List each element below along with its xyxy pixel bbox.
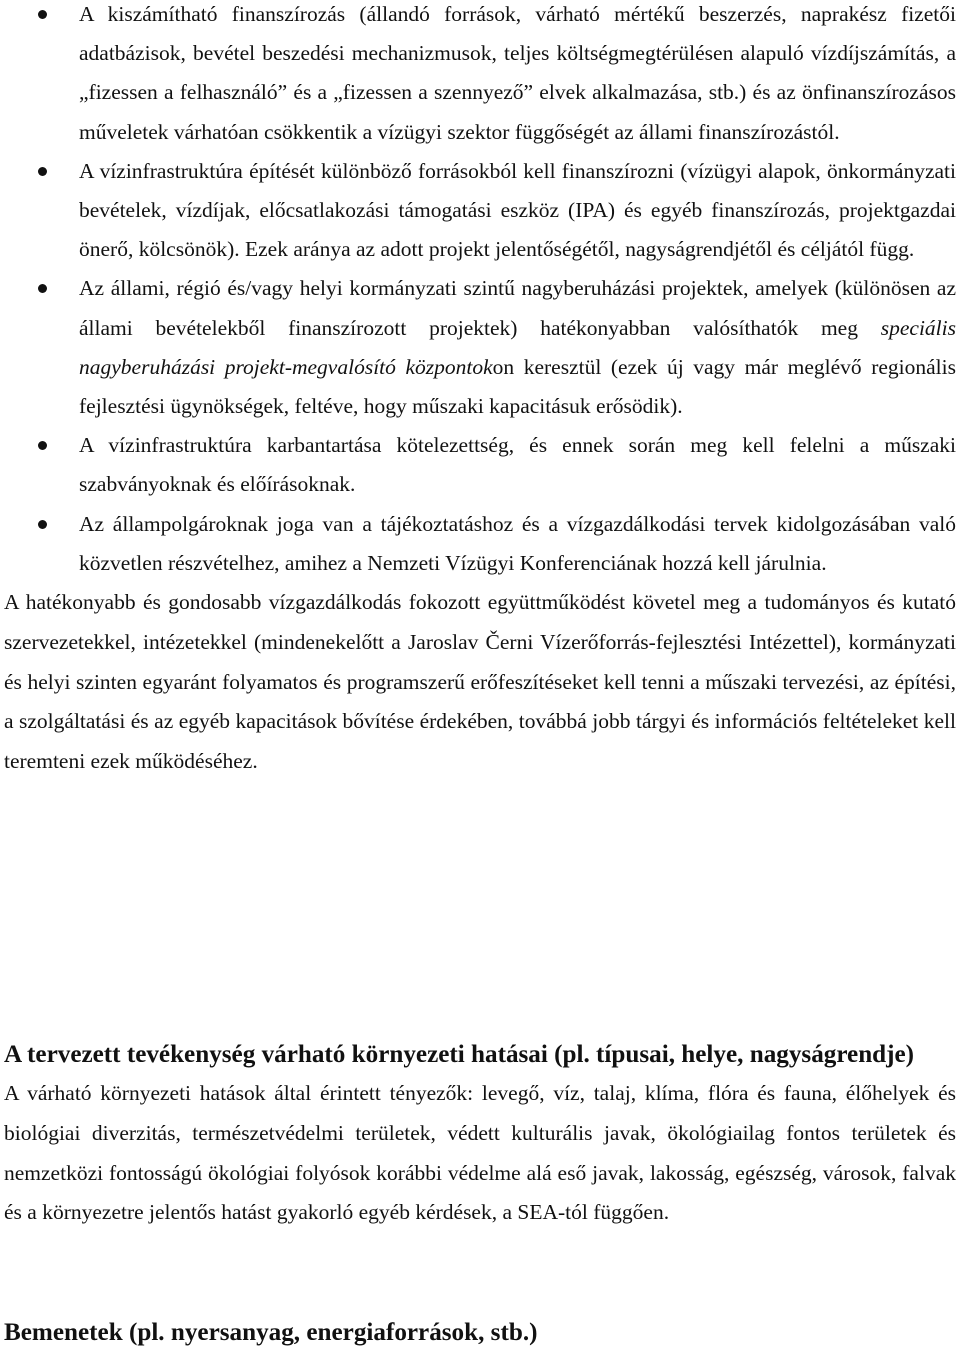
list-item (0, 269, 960, 426)
inputs-heading: Bemenetek (pl. nyersanyag, energiaforrások, stb.) (4, 1319, 538, 1346)
list-item (0, 426, 960, 504)
section-heading: A tervezett tevékenység várható környezeti hatásai (pl. típusai, helye, nagyságrendje) (4, 1041, 915, 1068)
list-item-text: A vízinfrastruktúra építését különböző forrásokból kell finanszírozni (vízügyi alapok, önkormányzati bevételek, vízdíjak, előcsatlakozási támogatási eszköz (IPA) és egyéb finanszírozás, projektgazdai önerő, kölcsönök). Ezek aránya az adott projekt jelentőségétől, nagyságrendjétől és céljától függ. (79, 158, 956, 262)
bullet-icon (38, 520, 47, 529)
list-item-text: A kiszámítható finanszírozás (állandó források, várható mértékű beszerzés, naprakész fizetői adatbázisok, bevétel beszedési mechanizmusok, teljes költségmegtérülésen alapuló vízdíjszámítás, a „fizessen a felhasználó” és a „fizessen a szennyező” elvek alkalmazása, stb.) és az önfinanszírozásos műveletek várhatóan csökkentik a vízügyi szektor függőségét az állami finanszírozástól. (79, 2, 956, 144)
bullet-icon (38, 167, 47, 176)
list-item-text: Az állampolgároknak joga van a tájékoztatáshoz és a vízgazdálkodási tervek kidolgozásában való közvetlen részvételhez, amihez a Nemzeti Vízügyi Konferenciának hozzá kell járulnia. (79, 511, 956, 575)
list-item-text: A vízinfrastruktúra karbantartása kötelezettség, és ennek során meg kell felelni a műszaki szabványoknak és előírásoknak. (79, 433, 956, 497)
list-item (0, 152, 960, 270)
bullet-icon (38, 10, 47, 19)
list-item-italic-phrase: speciális nagyberuházási projekt-megvalósító központok (79, 315, 956, 379)
list-item-text-start: Az állami, régió és/vagy helyi kormányzati szintű nagyberuházási projektek, amelyek (különösen az állami bevételekből finanszírozott projektek) hatékonyabban valósíthatók meg (79, 276, 956, 340)
list-item (0, 505, 960, 583)
list-item-text-end: on keresztül (ezek új vagy már meglévő regionális fejlesztési ügynökségek, feltéve, hogy műszaki kapacitásuk erősödik). (79, 354, 956, 419)
body-paragraph: A hatékonyabb és gondosabb vízgazdálkodás fokozott együttműködést követel meg a tudományos és kutató szervezetekkel, intézetekkel (mindenekelőtt a Jaroslav Černi Vízerőforrás-fejlesztési Intézettel), kormányzati és helyi szinten egyaránt folyamatos és programszerű erőfeszítéseket kell tenni a műszaki tervezési, az építési, a szolgáltatási és az egyéb kapacitások bővítése érdekében, továbbá jobb tárgyi és információs feltételeket kell teremteni ezek működéséhez. (4, 590, 956, 774)
bullet-icon (38, 441, 47, 450)
bullet-list (0, 0, 960, 583)
bullet-icon (38, 284, 47, 293)
list-item (0, 0, 960, 152)
impact-paragraph: A várható környezeti hatások által érintett tényezők: levegő, víz, talaj, klíma, flóra és fauna, élőhelyek és biológiai diverzitás, természetvédelmi területek, védett kulturális javak, ökológiailag fontos területek és nemzetközi fontosságú ökológiai folyósok korábbi védelme alá eső javak, lakosság, egészség, városok, falvak és a környezetre jelentős hatást gyakorló egyéb kérdések, a SEA-tól függően. (4, 1081, 956, 1225)
